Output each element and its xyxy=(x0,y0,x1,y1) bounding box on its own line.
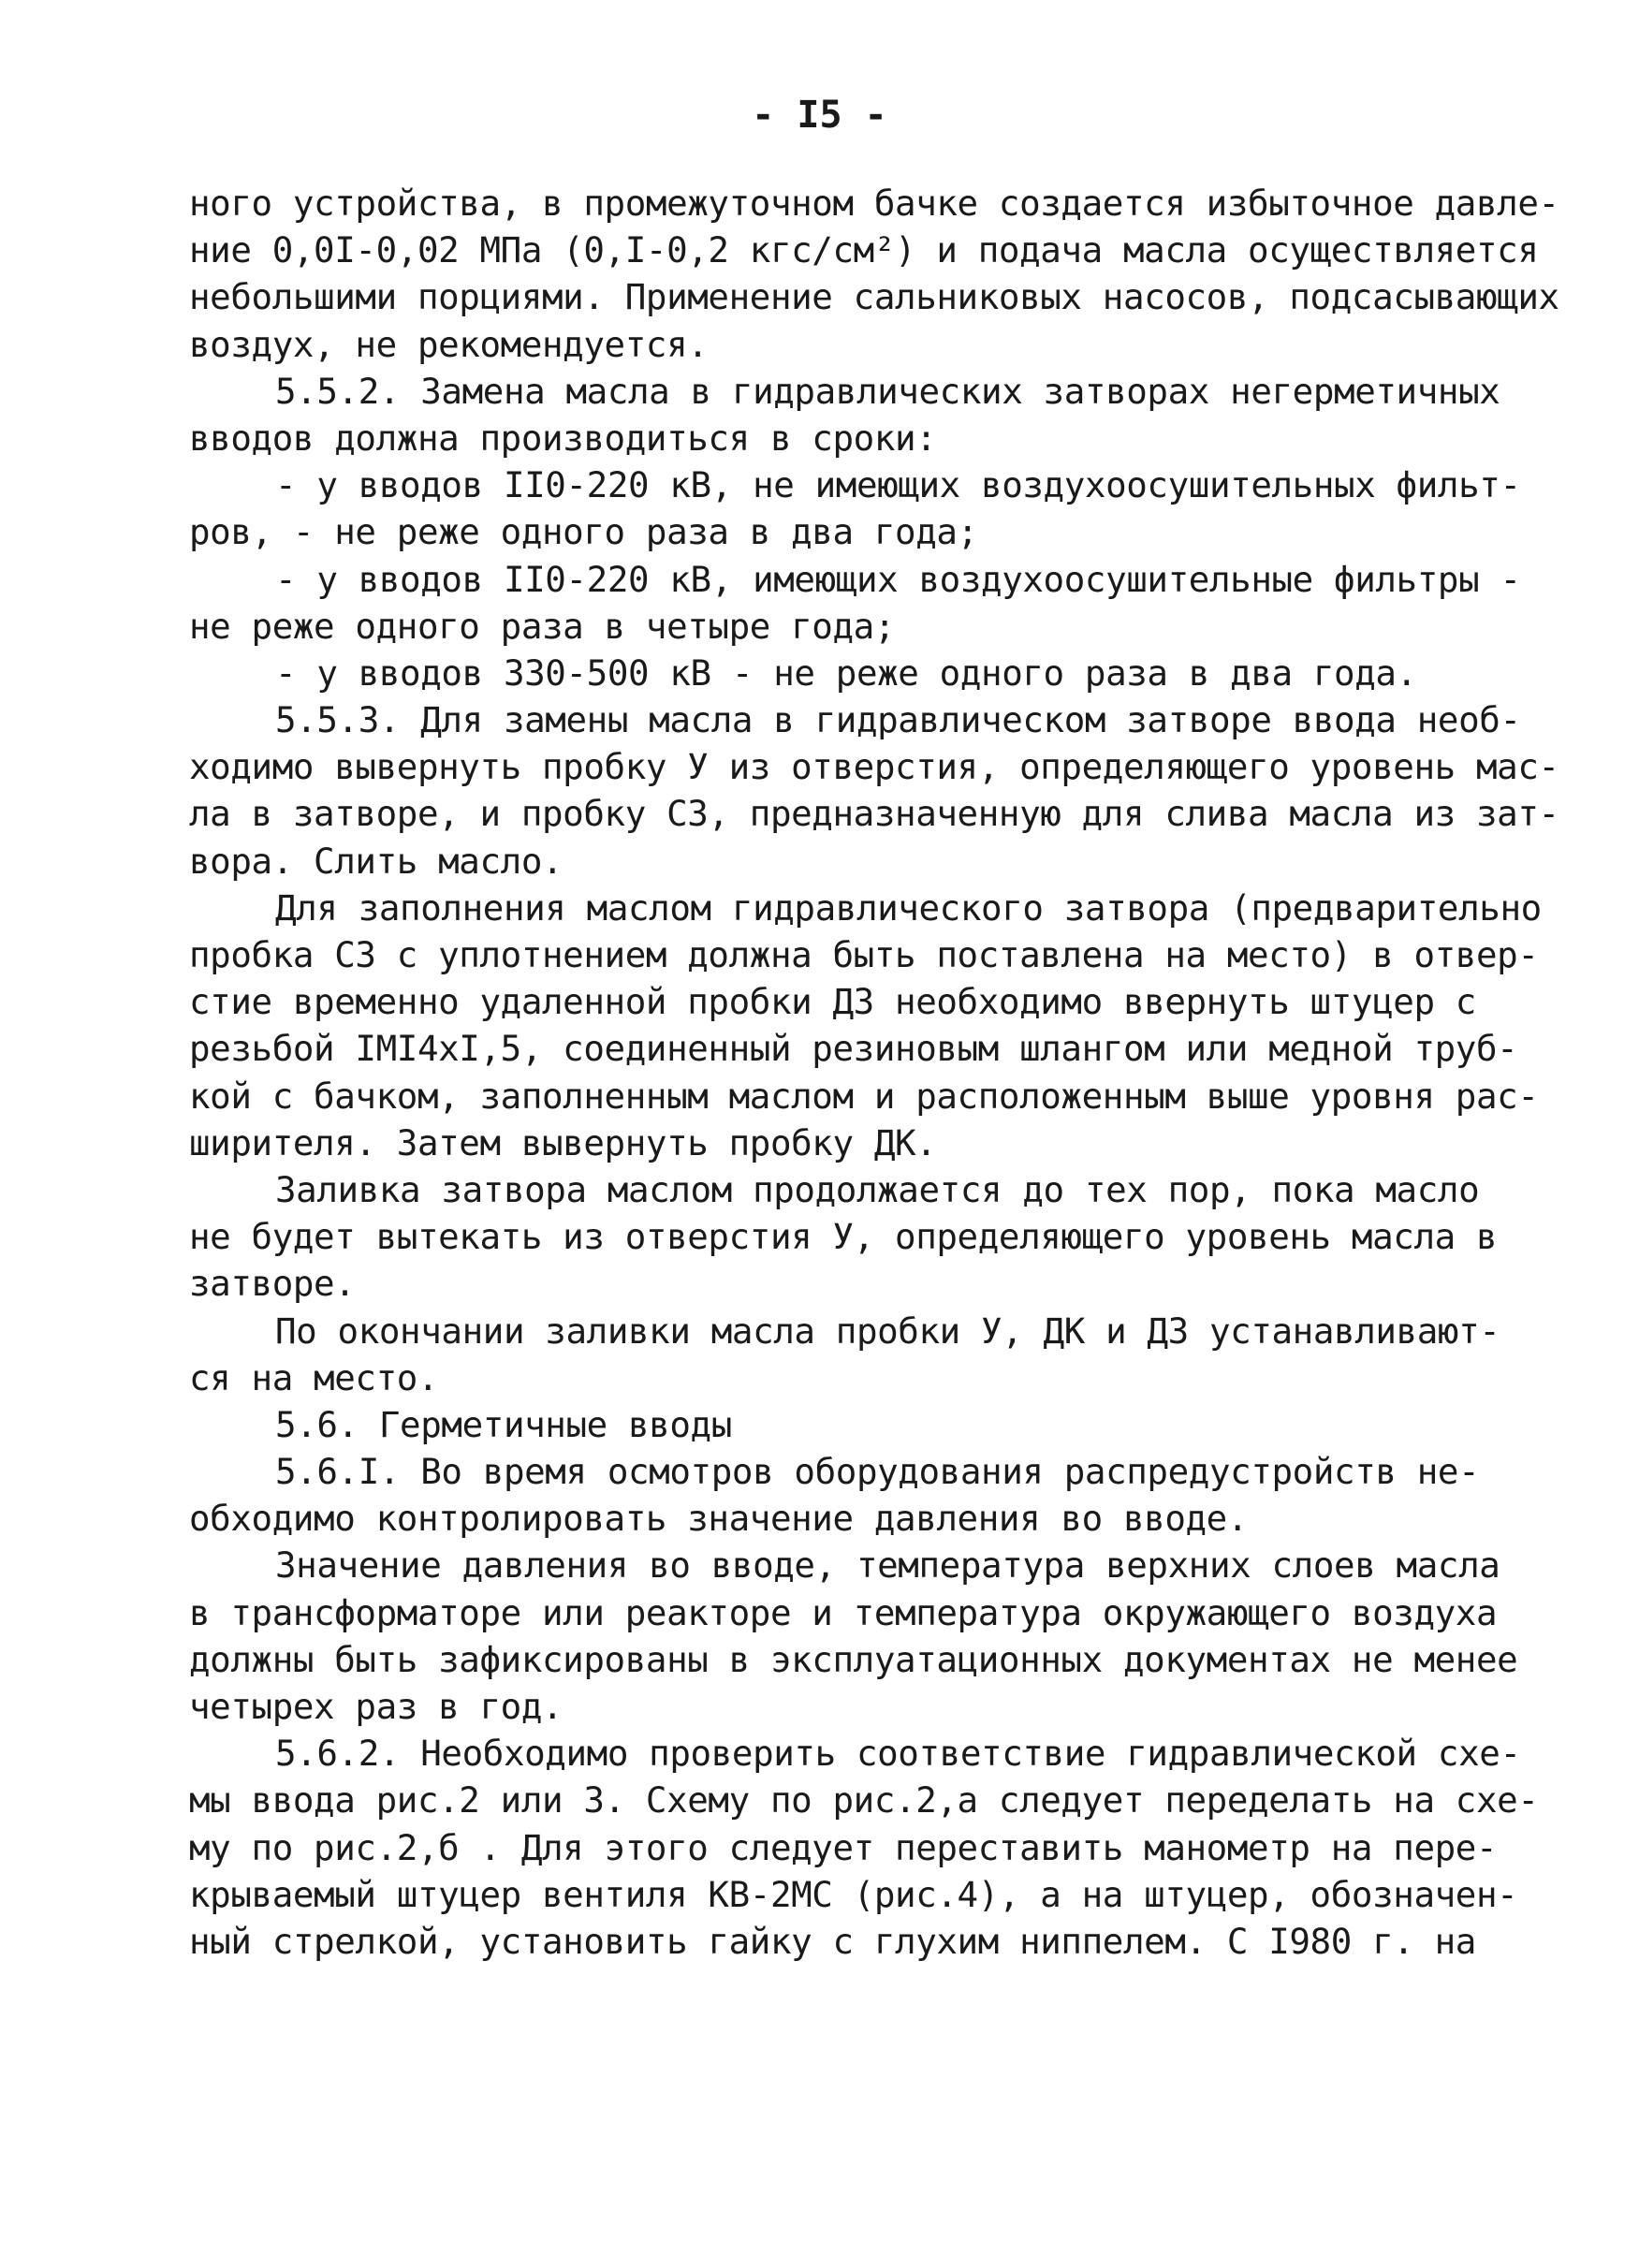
text-line: обходимо контролировать значение давления во вводе. xyxy=(189,1498,1249,1540)
paragraph-5-6-1 xyxy=(189,1448,1480,1542)
text-line: ного устройства, в промежуточном бачке создается избыточное давле- xyxy=(189,183,1559,224)
section-heading-5-6 xyxy=(189,1401,1425,1448)
text-line: стие временно удаленной пробки ДЗ необходимо ввернуть штуцер с xyxy=(189,981,1476,1023)
text-line: в трансформаторе или реакторе и температура окружающего воздуха xyxy=(189,1591,1498,1633)
list-item-110-220-filter xyxy=(189,556,1521,650)
paragraph-end xyxy=(189,1308,1500,1401)
text-line: должны быть зафиксированы в эксплуатационных документах не менее xyxy=(189,1638,1518,1680)
list-item-110-220-no-filter xyxy=(189,461,1521,555)
paragraph-5-5-3 xyxy=(189,696,1559,885)
text-line: не реже одного раза в четыре года; xyxy=(189,605,896,647)
text-line: пробка СЗ с уплотнением должна быть поставлена на место) в отвер- xyxy=(189,934,1539,975)
paragraph-5-5-2 xyxy=(189,368,1500,461)
text-line: не будет вытекать из отверстия У, определяющего уровень масла в xyxy=(189,1216,1498,1258)
page-number: - I5 - xyxy=(752,94,887,137)
text-line: 5.6.2. Необходимо проверить соответствие гидравлической схе- xyxy=(275,1733,1521,1775)
text-line: 5.5.3. Для замены масла в гидравлическом затворе ввода необ- xyxy=(275,699,1521,741)
text-line: Для заполнения маслом гидравлического затвора (предварительно xyxy=(275,886,1542,929)
text-line: ла в затворе, и пробку СЗ, предназначенную для слива масла из зат- xyxy=(189,793,1559,835)
text-line: Заливка затвора маслом продолжается до тех пор, пока масло xyxy=(275,1168,1480,1210)
text-line: Значение давления во вводе, температура верхних слоев масла xyxy=(275,1544,1500,1587)
text-line: воздух, не рекомендуется. xyxy=(189,323,709,365)
paragraph-continuation xyxy=(189,180,1559,368)
text-line: мы ввода рис.2 или 3. Схему по рис.2,а следует переделать на схе- xyxy=(189,1779,1539,1822)
text-line: му по рис.2,б . Для этого следует переставить манометр на пере- xyxy=(189,1826,1498,1868)
text-line: - у вводов II0-220 кВ, имеющих воздухоосушительные фильтры - xyxy=(275,558,1521,600)
text-line: вводов должна производиться в сроки: xyxy=(189,417,937,459)
text-line: 5.6.I. Во время осмотров оборудования распредустройств не- xyxy=(275,1451,1480,1493)
text-line: четырех раз в год. xyxy=(189,1686,563,1727)
text-line: - у вводов II0-220 кВ, не имеющих воздухоосушительных фильт- xyxy=(275,464,1521,506)
text-line: - у вводов 330-500 кВ - не реже одного раза в два года. xyxy=(275,651,1417,694)
text-line: ся на место. xyxy=(189,1356,439,1398)
text-line: вора. Слить масло. xyxy=(189,840,563,882)
paragraph-fill xyxy=(189,885,1542,1166)
text-line: крываемый штуцер вентиля КВ-2МС (рис.4), а на штуцер, обозначен- xyxy=(189,1873,1518,1915)
text-line: ный стрелкой, установить гайку с глухим ниппелем. С I980 г. на xyxy=(189,1920,1476,1962)
paragraph-pour xyxy=(189,1166,1498,1308)
text-line: ходимо вывернуть пробку У из отверстия, определяющего уровень мас- xyxy=(189,746,1559,788)
document-body xyxy=(189,180,1559,1965)
paragraph-pressure xyxy=(189,1542,1518,1730)
section-heading: 5.6. Герметичные вводы xyxy=(275,1403,732,1445)
text-line: ширителя. Затем вывернуть пробку ДК. xyxy=(189,1121,937,1163)
list-item-330-500 xyxy=(189,650,1425,696)
text-line: 5.5.2. Замена масла в гидравлических затворах негерметичных xyxy=(275,370,1500,412)
text-line: кой с бачком, заполненным маслом и расположенным выше уровня рас- xyxy=(189,1075,1539,1117)
paragraph-5-6-2 xyxy=(189,1730,1539,1965)
text-line: По окончании заливки масла пробки У, ДК и ДЗ устанавливают- xyxy=(275,1310,1500,1352)
text-line: небольшими порциями. Применение сальниковых насосов, подсасывающих xyxy=(189,276,1559,318)
text-line: ров, - не реже одного раза в два года; xyxy=(189,511,978,553)
text-line: ние 0,0I-0,02 МПа (0,I-0,2 кгс/см²) и подача масла осуществляется xyxy=(189,229,1539,271)
text-line: затворе. xyxy=(189,1263,356,1305)
text-line: резьбой IMI4xI,5, соединенный резиновым шлангом или медной труб- xyxy=(189,1028,1518,1070)
